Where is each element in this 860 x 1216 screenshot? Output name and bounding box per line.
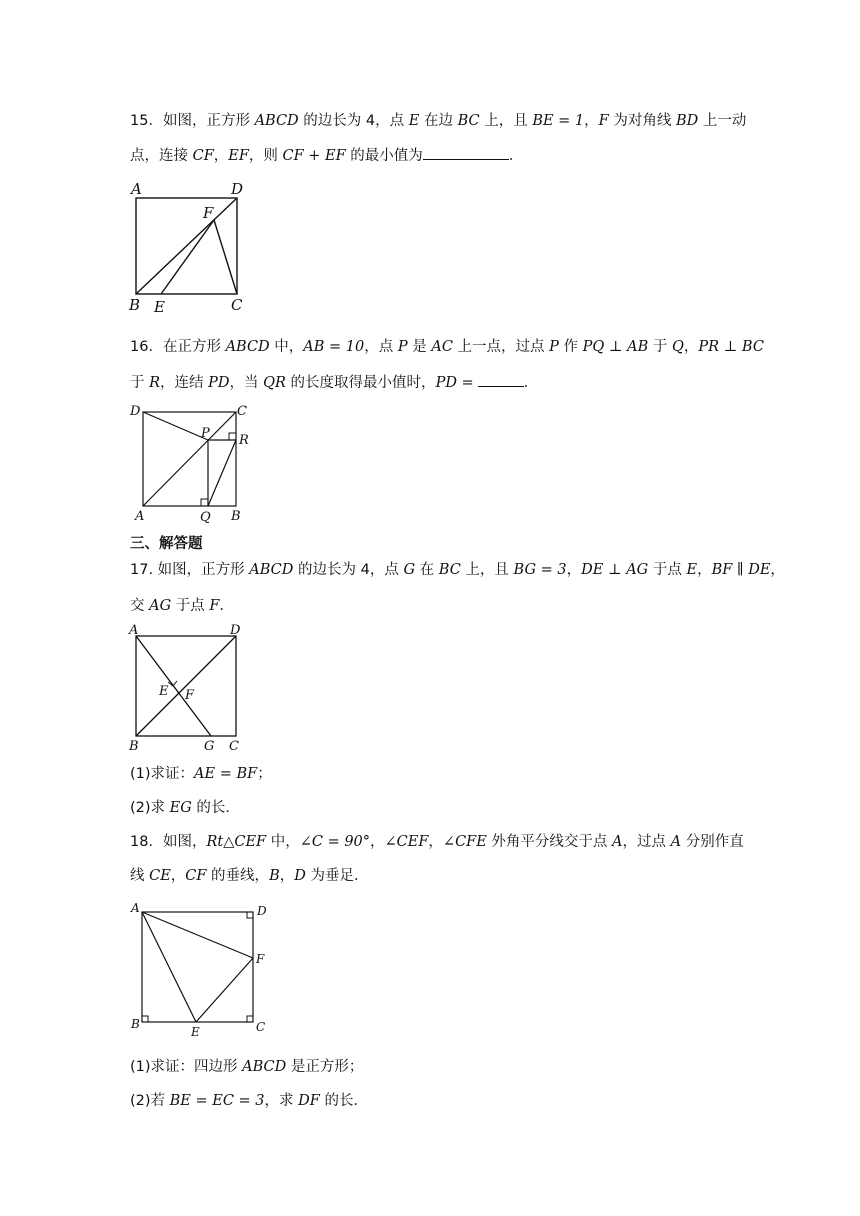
- q17-text: (1)求证：: [130, 766, 195, 782]
- label-a: A: [135, 509, 145, 524]
- q17-sub1: [130, 764, 272, 784]
- q15-line1: [130, 111, 746, 131]
- q16-math: P: [549, 339, 559, 355]
- q18-text: 18．如图，: [130, 834, 207, 850]
- q16-text: ，连结: [160, 375, 209, 391]
- right-angle-mark-q: [201, 499, 208, 506]
- label-c: C: [256, 1020, 266, 1034]
- q18-text: 的垂线，: [206, 868, 270, 884]
- label-e: E: [191, 1025, 200, 1039]
- label-a: A: [129, 623, 139, 638]
- q15-math: BE = 1: [532, 113, 585, 129]
- q18-text: 是正方形；: [286, 1059, 364, 1075]
- q18-math: D: [294, 868, 306, 884]
- q18-text: (1)求证：四边形: [130, 1059, 243, 1075]
- segment-qr: [208, 440, 236, 506]
- q18-text: 外角平分线交于点: [486, 834, 613, 850]
- right-angle-mark-c: [247, 1016, 253, 1022]
- q18-sub2: [130, 1091, 368, 1111]
- q18-text: ，: [279, 868, 295, 884]
- label-g: G: [204, 739, 215, 754]
- q17-line2: [130, 596, 234, 616]
- label-d: D: [230, 623, 241, 638]
- q16-math: PR ⊥ BC: [698, 339, 764, 355]
- q17-text: ，: [697, 562, 712, 578]
- q16-text: 是: [407, 339, 432, 355]
- q16-line2: [130, 372, 538, 393]
- q16-math: AC: [431, 339, 453, 355]
- q15-math: F: [598, 113, 609, 129]
- q17-text: 的边长为 4，点: [293, 562, 404, 578]
- q15-text: 上，且: [479, 113, 533, 129]
- q18-text: 中，: [266, 834, 300, 850]
- label-d: D: [257, 904, 267, 918]
- q18-text: 的长．: [319, 1093, 368, 1109]
- label-a: A: [131, 901, 140, 915]
- q17-text: ，: [566, 562, 582, 578]
- label-b: B: [129, 296, 141, 314]
- right-angle-mark-b: [142, 1016, 148, 1022]
- q17-math: E: [686, 562, 698, 578]
- q18-math: CE: [149, 868, 171, 884]
- q15-text: ，: [584, 113, 599, 129]
- q15-text: ，则: [248, 148, 283, 164]
- segment-af: [142, 912, 253, 958]
- q18-math: Rt: [206, 834, 224, 850]
- q17-figure: [125, 620, 260, 755]
- q17-text: 于点: [171, 598, 210, 614]
- q16-text: =: [456, 375, 474, 391]
- q17-sub2: [130, 798, 240, 818]
- q17-text: 上，且: [460, 562, 514, 578]
- q16-text: ，: [683, 339, 699, 355]
- q16-math: AB = 10: [303, 339, 365, 355]
- q18-math: CF: [185, 868, 207, 884]
- q18-text: ，过点: [622, 834, 671, 850]
- label-r: R: [239, 433, 249, 448]
- q16-math: QR: [263, 375, 286, 391]
- q17-text: ；: [257, 766, 272, 782]
- q16-text: 中，: [269, 339, 304, 355]
- q17-text: 交: [130, 598, 150, 614]
- q15-text: 的边长为 4，点: [298, 113, 409, 129]
- q18-text: 分别作直: [681, 834, 744, 850]
- q17-text: 17. 如图，正方形: [130, 562, 250, 578]
- q16-math: Q: [671, 339, 684, 355]
- label-c: C: [229, 739, 239, 754]
- q15-math: E: [408, 113, 420, 129]
- q15-text: 为对角线: [608, 113, 676, 129]
- q18-math: BE = EC = 3: [169, 1093, 265, 1109]
- q17-math: ABCD: [249, 562, 294, 578]
- q15-line2: [130, 145, 523, 166]
- q16-math: ABCD: [225, 339, 270, 355]
- q18-math: ∠CEF: [384, 834, 429, 850]
- q17-math: BG = 3: [513, 562, 567, 578]
- q15-figure: [125, 178, 255, 318]
- q18-math: DF: [298, 1093, 320, 1109]
- label-b: B: [131, 1017, 140, 1031]
- q16-text: 的长度取得最小值时，: [285, 375, 436, 391]
- q17-math: F: [209, 598, 220, 614]
- label-e: E: [154, 298, 165, 316]
- q16-text: 16．在正方形: [130, 339, 226, 355]
- q17-math: AG: [149, 598, 172, 614]
- q16-math: R: [149, 375, 161, 391]
- q15-text: 在边: [419, 113, 458, 129]
- q18-math: ∠CFE: [442, 834, 487, 850]
- segment-ef: [161, 220, 214, 294]
- q16-math: PD: [435, 375, 457, 391]
- q15-math: BC: [457, 113, 480, 129]
- q17-math: AE = BF: [194, 766, 258, 782]
- label-q: Q: [200, 510, 211, 525]
- q16-text: 作: [558, 339, 583, 355]
- q18-text: ，: [370, 834, 385, 850]
- q16-math: PD: [208, 375, 230, 391]
- q17-text: 在: [415, 562, 439, 578]
- label-d: D: [231, 180, 244, 198]
- q16-text: ．: [523, 375, 539, 391]
- label-f: F: [256, 952, 265, 966]
- square-abcd: [142, 912, 253, 1022]
- q18-math: CEF: [234, 834, 267, 850]
- q15-text: 上一动: [698, 113, 747, 129]
- q18-line2: [130, 866, 368, 886]
- q18-text: △: [223, 834, 235, 850]
- q16-math: P: [397, 339, 408, 355]
- q18-text: ，: [428, 834, 443, 850]
- label-c: C: [231, 296, 243, 314]
- label-e: E: [159, 684, 169, 699]
- q16-text: 上一点，过点: [452, 339, 550, 355]
- label-a: A: [131, 180, 142, 198]
- q18-math: ∠C = 90°: [299, 834, 371, 850]
- q17-text: ，: [770, 562, 785, 578]
- q18-text: 为垂足．: [305, 868, 369, 884]
- q15-text: ，: [213, 148, 229, 164]
- q15-math: EF: [228, 148, 249, 164]
- q16-text: ，当: [229, 375, 264, 391]
- q15-math: ABCD: [254, 113, 299, 129]
- q15-text: 15．如图，正方形: [130, 113, 255, 129]
- q18-math: ABCD: [242, 1059, 287, 1075]
- segment-ae: [142, 912, 196, 1022]
- q15-math: BD: [675, 113, 699, 129]
- label-b: B: [231, 509, 241, 524]
- q16-figure: [125, 400, 260, 530]
- q17-math: BC: [438, 562, 461, 578]
- q15-math: CF: [192, 148, 214, 164]
- q17-math: G: [403, 562, 416, 578]
- label-b: B: [129, 739, 139, 754]
- q17-math: BF ∥ DE: [711, 562, 771, 578]
- q16-text: ，点: [364, 339, 398, 355]
- segment-fc: [214, 220, 237, 294]
- q18-text: ，求: [264, 1093, 299, 1109]
- segment-pd: [143, 412, 208, 440]
- label-d: D: [130, 404, 141, 419]
- q17-text: 的长．: [191, 800, 240, 816]
- q18-text: (2)若: [130, 1093, 170, 1109]
- q18-line1: [130, 832, 744, 852]
- q18-math: B: [269, 868, 280, 884]
- q18-math: A: [612, 834, 623, 850]
- label-f: F: [203, 204, 214, 222]
- q17-text: (2)求: [130, 800, 170, 816]
- q17-math: EG: [169, 800, 192, 816]
- label-f: F: [185, 688, 195, 703]
- section-heading: 三、解答题: [130, 536, 203, 552]
- q16-math: PQ ⊥ AB: [582, 339, 649, 355]
- q15-text: 的最小值为: [345, 148, 423, 164]
- q18-math: A: [670, 834, 682, 850]
- right-angle-mark-d: [247, 912, 253, 918]
- q18-sub1: [130, 1057, 363, 1077]
- answer-blank[interactable]: [423, 145, 509, 160]
- diagonal-ac: [143, 412, 236, 506]
- right-angle-mark-r: [229, 433, 236, 440]
- q18-text: 线: [130, 868, 150, 884]
- label-p: P: [201, 426, 210, 441]
- q16-line1: [130, 337, 764, 357]
- q17-math: DE ⊥ AG: [581, 562, 649, 578]
- q15-text: ．: [508, 148, 524, 164]
- q16-text: 于: [648, 339, 672, 355]
- q17-line1: [130, 560, 785, 580]
- q15-text: 点，连接: [130, 148, 193, 164]
- answer-blank[interactable]: [478, 372, 524, 387]
- label-c: C: [237, 404, 247, 419]
- q17-text: ．: [219, 598, 234, 614]
- q18-figure: [125, 898, 270, 1038]
- right-angle-mark-e: [168, 681, 177, 686]
- q16-text: 于: [130, 375, 150, 391]
- q15-math: CF + EF: [282, 148, 346, 164]
- segments-de-bf: [136, 636, 236, 736]
- q17-text: 于点: [648, 562, 687, 578]
- segment-ef: [196, 958, 253, 1022]
- q18-text: ，: [170, 868, 186, 884]
